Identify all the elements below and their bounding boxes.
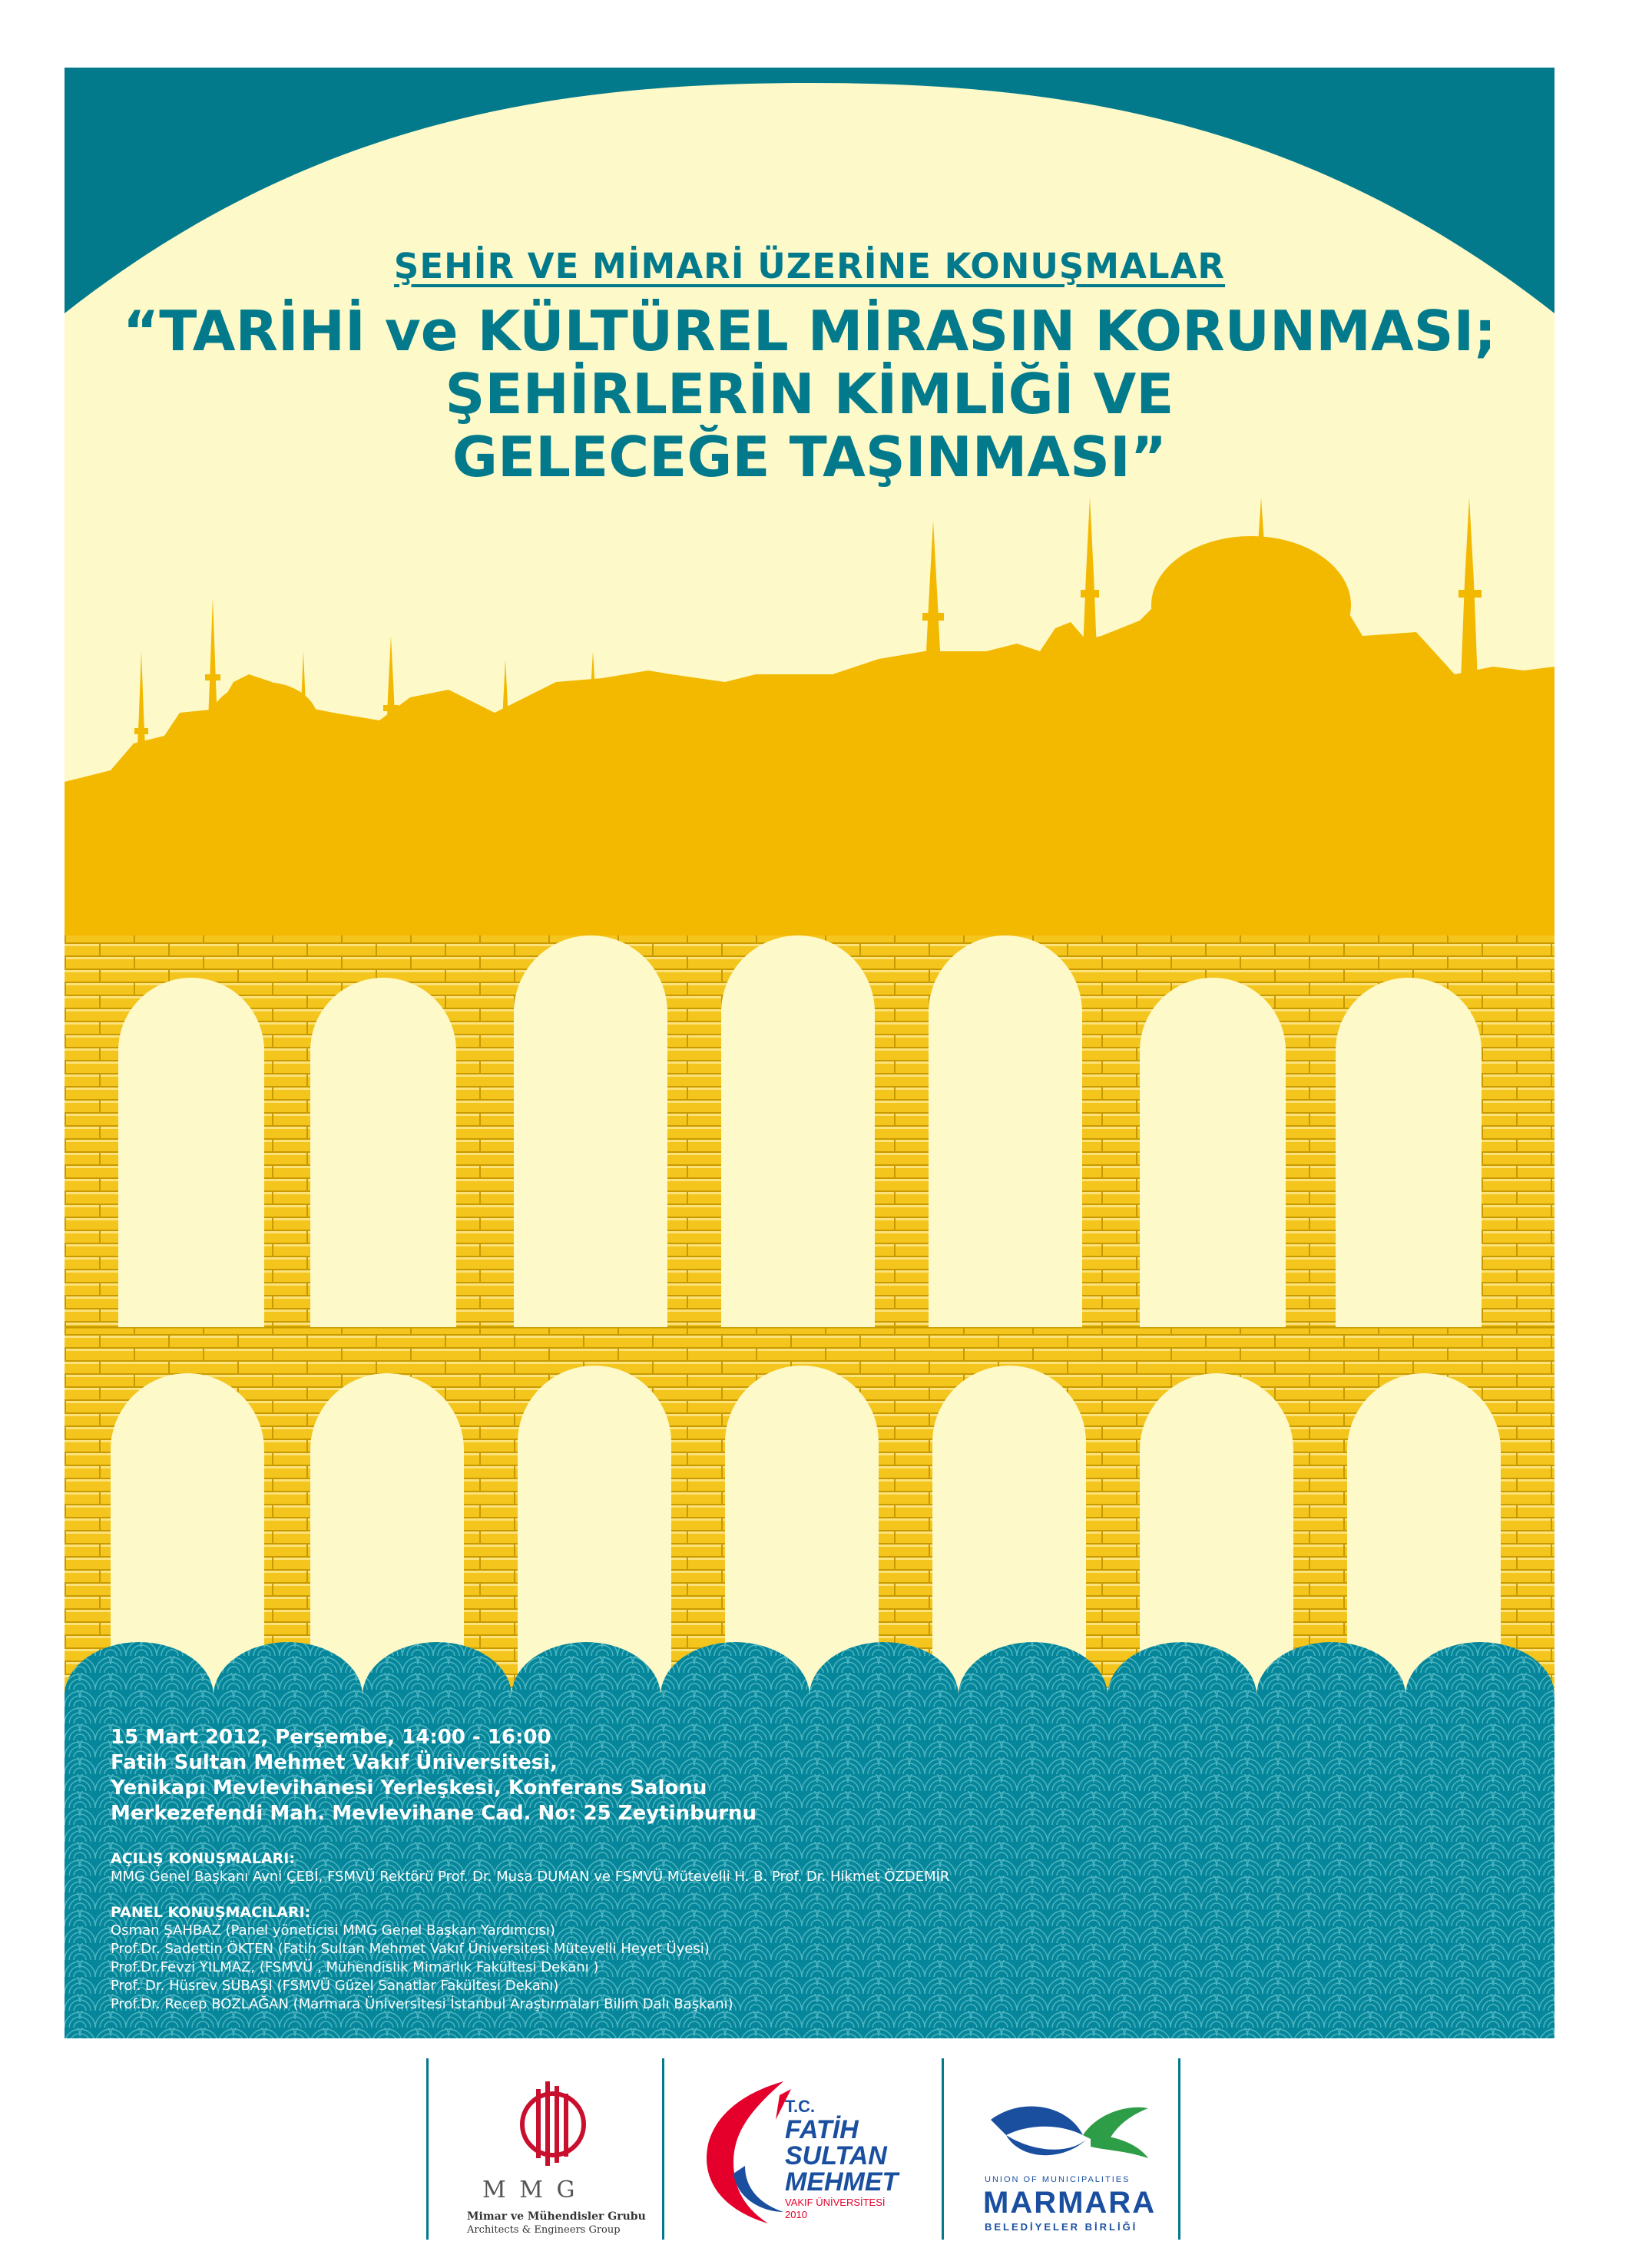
fsmvu-line3: MEHMET: [785, 2167, 899, 2197]
divider: [942, 2058, 944, 2240]
marmara-sub: BELEDİYELER BİRLİĞİ: [985, 2221, 1138, 2233]
panel-speaker: Prof. Dr. Hüsrev SUBAŞI (FSMVÜ Güzel Sanatlar Fakültesi Dekanı): [111, 1978, 559, 1994]
fsmvu-sub: VAKIF ÜNİVERSİTESİ: [785, 2197, 886, 2208]
title-line: ŞEHİRLERİN KİMLİĞİ VE: [445, 362, 1174, 426]
event-datetime: 15 Mart 2012, Perşembe, 14:00 - 16:00: [111, 1726, 551, 1749]
panel-heading: PANEL KONUŞMACILARI:: [111, 1904, 311, 1921]
mmg-english: Architects & Engineers Group: [467, 2224, 621, 2236]
title-line: GELECEĞE TAŞINMASI”: [452, 425, 1167, 489]
event-info: [111, 1725, 1493, 2014]
marmara-union: UNION OF MUNICIPALITIES: [985, 2175, 1131, 2184]
title-line: “TARİHİ ve KÜLTÜREL MİRASIN KORUNMASI;: [122, 299, 1497, 363]
opening-speakers: MMG Genel Başkanı Avni ÇEBİ, FSMVÜ Rektörü Prof. Dr. Musa DUMAN ve FSMVÜ Mütevelli H. B. Prof. Dr. Hikmet ÖZDEMİR: [111, 1869, 950, 1885]
fsmvu-tc: T.C.: [785, 2097, 816, 2116]
event-title: [65, 300, 1555, 488]
fsmvu-emblem-icon: [699, 2074, 799, 2227]
divider: [662, 2058, 664, 2240]
mmg-name: Mimar ve Mühendisler Grubu: [467, 2210, 646, 2223]
fsmvu-year: 2010: [785, 2209, 807, 2220]
fsmvu-logo: [699, 2074, 922, 2243]
divider: [426, 2058, 429, 2240]
mmg-logo: [461, 2074, 645, 2243]
venue-line: Fatih Sultan Mehmet Vakıf Üniversitesi,: [111, 1751, 558, 1774]
fsmvu-line1: FATİH: [785, 2115, 859, 2144]
mmg-letters: M M G: [482, 2177, 578, 2203]
sponsor-logos: [0, 2058, 1629, 2258]
panel-speaker: Osman ŞAHBAZ (Panel yöneticisi MMG Genel Başkan Yardımcısı): [111, 1922, 555, 1939]
event-series-subtitle: ŞEHİR VE MİMARİ ÜZERİNE KONUŞMALAR: [393, 246, 1226, 286]
opening-heading: AÇILIŞ KONUŞMALARI:: [111, 1850, 295, 1867]
poster: [65, 68, 1555, 2038]
marmara-bird-fish-icon: [975, 2089, 1160, 2174]
marmara-logo: [975, 2089, 1160, 2243]
marmara-name: MARMARA: [983, 2186, 1157, 2220]
panel-speaker: Prof.Dr. Sadettin ÖKTEN (Fatih Sultan Mehmet Vakıf Üniversitesi Mütevelli Heyet Üyesi): [111, 1941, 710, 1957]
divider: [1178, 2058, 1180, 2240]
panel-speaker: Prof.Dr. Recep BOZLAĞAN (Marmara Üniversitesi İstanbul Araştırmaları Bilim Dalı Başkanı): [111, 1996, 733, 2012]
venue-line: Merkezefendi Mah. Mevlevihane Cad. No: 25 Zeytinburnu: [111, 1802, 757, 1825]
mmg-emblem-icon: [461, 2074, 645, 2174]
venue-line: Yenikapı Mevlevihanesi Yerleşkesi, Konferans Salonu: [111, 1776, 707, 1800]
fsmvu-line2: SULTAN: [785, 2141, 887, 2170]
panel-speaker: Prof.Dr.Fevzi YILMAZ, (FSMVÜ , Mühendislik Mimarlık Fakültesi Dekanı ): [111, 1959, 599, 1975]
